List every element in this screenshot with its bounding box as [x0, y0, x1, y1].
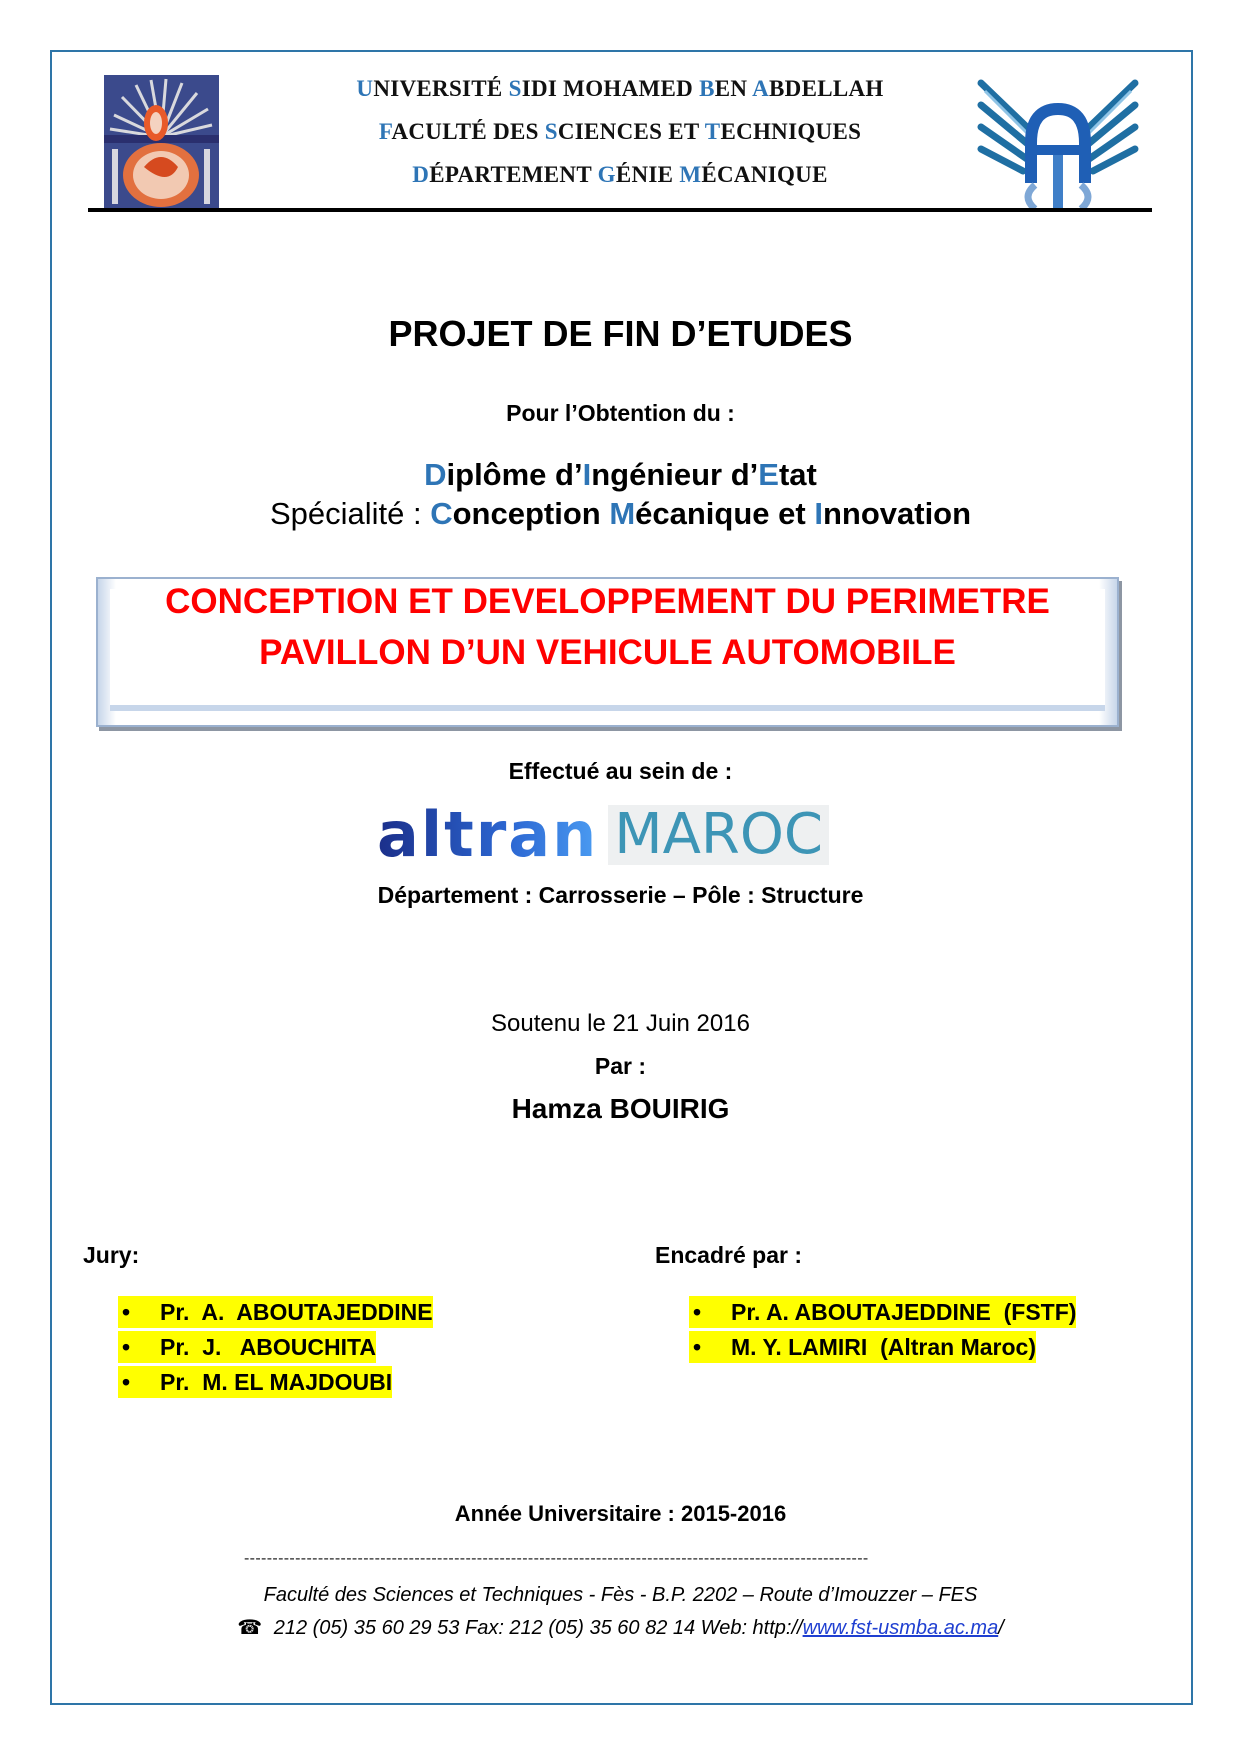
jury-label: Jury: [83, 1242, 140, 1268]
host-label: Effectué au sein de : [508, 758, 733, 784]
footer-address: Faculté des Sciences et Techniques - Fès - B.P. 2202 – Route d’Imouzzer – FES [263, 1584, 978, 1606]
jury-list [118, 1296, 433, 1401]
bullet-icon: • [693, 1299, 702, 1325]
bullet-icon: • [122, 1334, 131, 1360]
jury-member: • Pr. J. ABOUCHITA [118, 1331, 433, 1366]
author-name: Hamza BOUIRIG [511, 1093, 730, 1124]
specialty-line: Spécialité : Conception Mécanique et Innovation [269, 496, 972, 531]
header-divider [88, 208, 1152, 212]
defense-date: Soutenu le 21 Juin 2016 [491, 1010, 750, 1037]
academic-year: Année Universitaire : 2015-2016 [454, 1501, 787, 1526]
university-emblem-logo [104, 75, 219, 209]
altran-wordmark: altran [377, 798, 599, 871]
obtention-label: Pour l’Obtention du : [506, 400, 735, 426]
bullet-icon: • [693, 1334, 702, 1360]
faculty-name: FACULTÉ DES SCIENCES ET TECHNIQUES [378, 119, 862, 144]
jury-member: • Pr. M. EL MAJDOUBI [118, 1366, 433, 1401]
altran-maroc-logo [377, 798, 829, 871]
supervisors-label: Encadré par : [655, 1242, 802, 1268]
footer-separator: -------------------------------------------------------------------------------------------------------------- [244, 1550, 869, 1567]
supervisors-list [689, 1296, 1076, 1366]
supervisor: • M. Y. LAMIRI (Altran Maroc) [689, 1331, 1076, 1366]
bullet-icon: • [122, 1369, 131, 1395]
footer-contact: ☎ 212 (05) 35 60 29 53 Fax: 212 (05) 35 60 82 14 Web: http://www.fst-usmba.ac.ma/ [237, 1617, 1004, 1639]
department-name: DÉPARTEMENT GÉNIE MÉCANIQUE [412, 162, 828, 187]
document-title: PROJET DE FIN D’ETUDES [388, 313, 853, 354]
university-name: UNIVERSITÉ SIDI MOHAMED BEN ABDELLAH [356, 76, 884, 101]
maroc-wordmark: MAROC [608, 805, 829, 865]
department-pole: Département : Carrosserie – Pôle : Structure [377, 882, 864, 908]
project-title-line-1: CONCEPTION ET DEVELOPPEMENT DU PERIMETRE [165, 582, 1050, 621]
diploma-name: Diplôme d’Ingénieur d’Etat [424, 457, 817, 492]
page-frame [50, 50, 1193, 1705]
jury-member: • Pr. A. ABOUTAJEDDINE [118, 1296, 433, 1331]
bullet-icon: • [122, 1299, 131, 1325]
supervisor: • Pr. A. ABOUTAJEDDINE (FSTF) [689, 1296, 1076, 1331]
by-label: Par : [594, 1053, 647, 1079]
phone-icon: ☎ [237, 1617, 263, 1639]
website-link[interactable]: www.fst-usmba.ac.ma [802, 1617, 999, 1639]
project-title-line-2: PAVILLON D’UN VEHICULE AUTOMOBILE [259, 633, 956, 672]
